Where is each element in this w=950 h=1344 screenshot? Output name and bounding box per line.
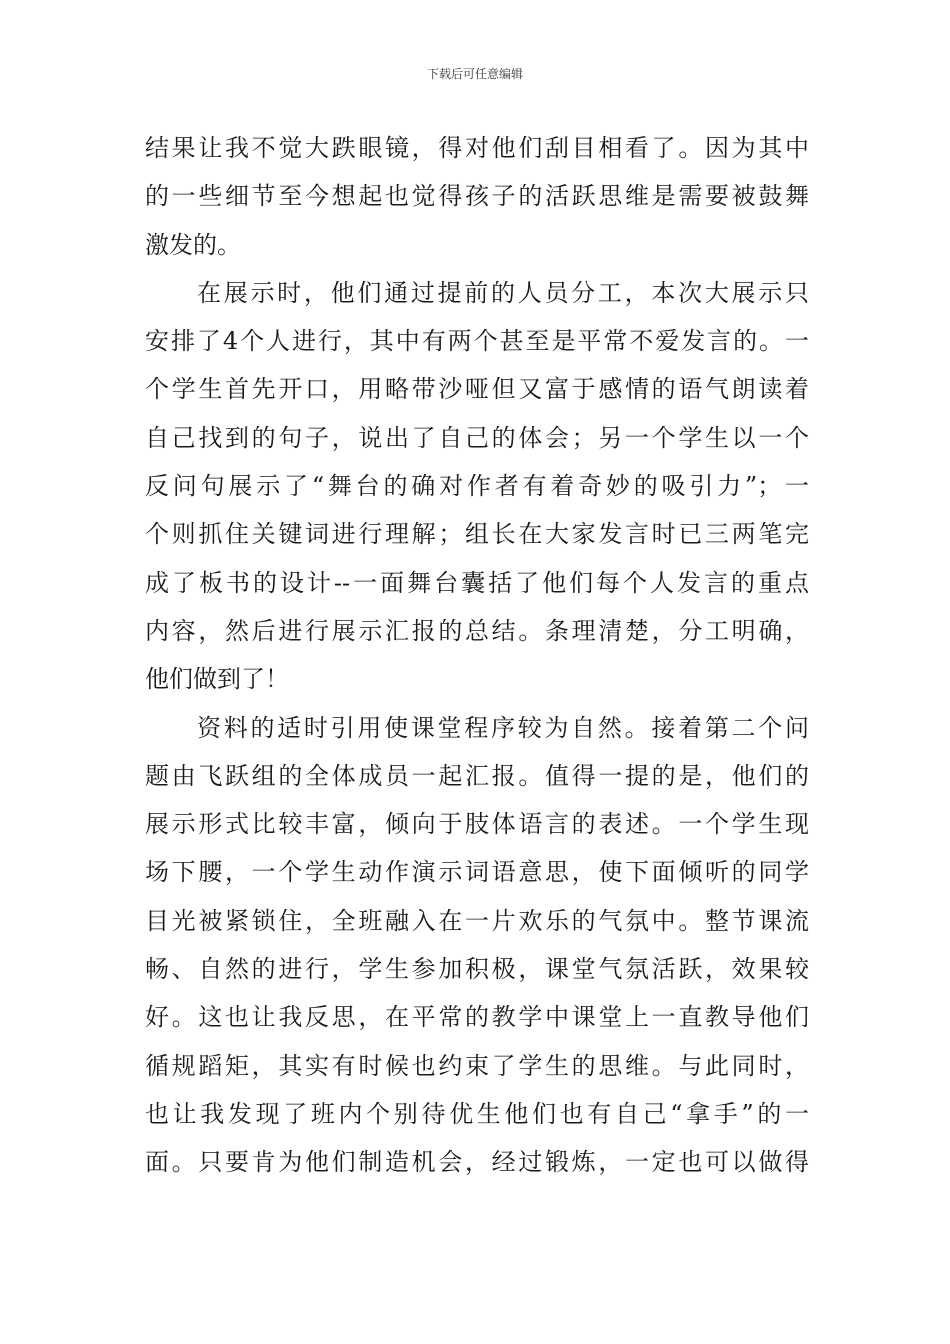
text-line: 面。只要肯为他们制造机会，经过锻炼，一定也可以做得 (145, 1148, 809, 1177)
text-line: 也让我发现了班内个别待优生他们也有自己“拿手”的一 (145, 1099, 809, 1128)
text-line: 的一些细节至今想起也觉得孩子的活跃思维是需要被鼓舞 (145, 182, 809, 211)
text-line: 畅、自然的进行，学生参加积极，课堂气氛活跃，效果较 (145, 955, 809, 984)
paragraph-first-line: 在展示时，他们通过提前的人员分工，本次大展示只 (197, 278, 809, 307)
text-line: 循规蹈矩，其实有时候也约束了学生的思维。与此同时， (145, 1051, 809, 1080)
text-line: 场下腰，一个学生动作演示词语意思，使下面倾听的同学 (145, 858, 809, 887)
text-line: 安排了4个人进行，其中有两个甚至是平常不爱发言的。一 (145, 327, 809, 356)
text-line: 内容，然后进行展示汇报的总结。条理清楚，分工明确， (145, 616, 809, 645)
document-body (145, 124, 809, 1187)
text-line: 好。这也让我反思，在平常的教学中课堂上一直教导他们 (145, 1003, 809, 1032)
paragraph-first-line: 资料的适时引用使课堂程序较为自然。接着第二个问 (197, 713, 809, 742)
text-line: 成了板书的设计--一面舞台囊括了他们每个人发言的重点 (145, 568, 809, 597)
text-line: 题由飞跃组的全体成员一起汇报。值得一提的是，他们的 (145, 761, 809, 790)
text-line: 个则抓住关键词进行理解；组长在大家发言时已三两笔完 (145, 520, 809, 549)
text-line: 激发的。 (145, 230, 241, 259)
text-line: 目光被紧锁住，全班融入在一片欢乐的气氛中。整节课流 (145, 906, 809, 935)
text-line: 结果让我不觉大跌眼镜，得对他们刮目相看了。因为其中 (145, 134, 809, 162)
text-line: 反问句展示了“舞台的确对作者有着奇妙的吸引力”；一 (145, 472, 809, 501)
page-header: 下载后可任意编辑 (426, 67, 523, 81)
text-line: 个学生首先开口，用略带沙哑但又富于感情的语气朗读着 (145, 375, 809, 404)
text-line: 自己找到的句子，说出了自己的体会；另一个学生以一个 (145, 423, 809, 452)
text-line: 展示形式比较丰富，倾向于肢体语言的表述。一个学生现 (145, 810, 809, 839)
text-line: 他们做到了！ (145, 665, 289, 694)
